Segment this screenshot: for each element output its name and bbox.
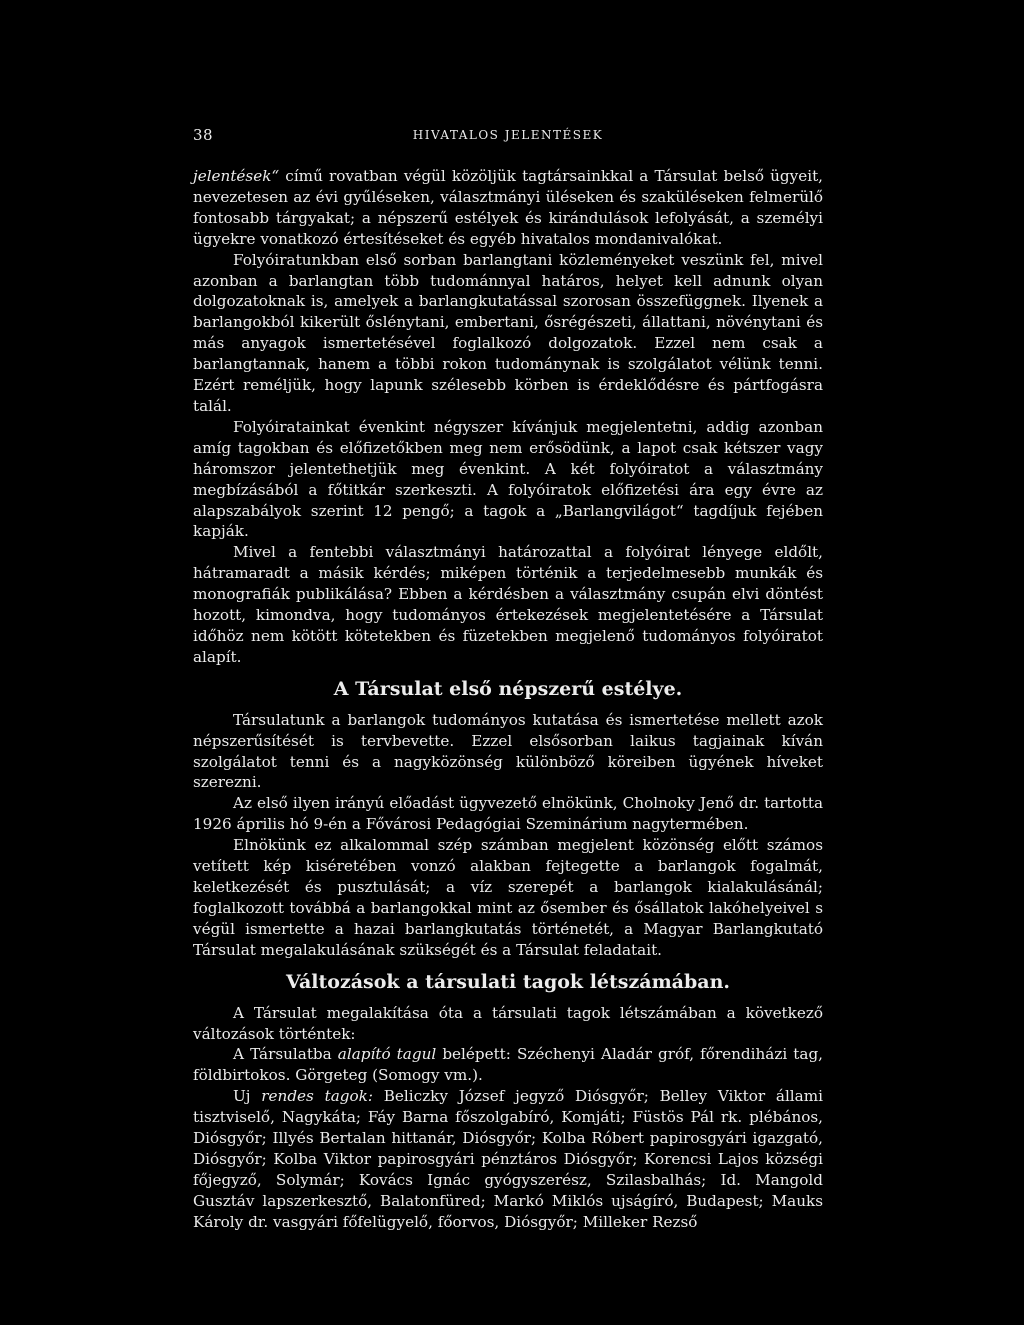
paragraph (193, 1086, 823, 1232)
paragraph: A Társulat megalakítása óta a társulati tagok létszámában a következő változások történtek: (193, 1003, 823, 1043)
italic-text: rendes tagok: (261, 1087, 373, 1106)
paragraph (193, 1044, 823, 1086)
page-number: 38 (193, 126, 214, 144)
body-text (193, 166, 823, 1233)
paragraph: Folyóiratainkat évenkint négyszer kívánjuk megjelentetni, addig azonban amíg tagokban és előfizetőkben meg nem erősödünk, a lapot csak kétszer vagy háromszor jelentethetjük meg évenkint. A két folyóiratot a választmány megbízásából a főtitkár szerkeszti. A folyóiratok előfizetési ára egy évre az alapszabályok szerint 12 pengő; a tagok a „Barlangvilágot“ tagdíjuk fejében kapják. (193, 417, 823, 541)
paragraph: Folyóiratunkban első sorban barlangtani közleményeket veszünk fel, mivel azonban a barlangtan több tudománnyal határos, helyet kell adnunk olyan dolgozatoknak is, amelyek a barlangkutatással szorosan összefüggnek. Ilyenek a barlangokból kikerült őslénytani, embertani, ősrégészeti, állattani, növénytani és más anyagok ismertetésével foglalkozó dolgozatok. Ezzel nem csak a barlangtannak, hanem a többi rokon tudománynak is szolgálatot vélünk tenni. Ezért reméljük, hogy lapunk szélesebb körben is érdeklődésre és pártfogásra talál. (193, 250, 823, 415)
paragraph: Elnökünk ez alkalommal szép számban megjelent közönség előtt számos vetített kép kiséretében vonzó alakban fejtegette a barlangok fogalmát, keletkezését és pusztulását; a víz szerepét a barlangok kialakulásánál; foglalkozott továbbá a barlangokkal mint az ősember és ősállatok lakóhelyeivel s végül ismertette a hazai barlangkutatás történetét, a Magyar Barlangkutató Társulat megalakulásának szükségét és a Társulat feladatait. (193, 836, 823, 959)
paragraph (193, 166, 823, 250)
italic-text: alapító tagul (337, 1045, 437, 1064)
running-title: HIVATALOS JELENTÉSEK (412, 128, 604, 142)
section-heading-valtozasok: Változások a társulati tagok létszámában. (285, 970, 731, 993)
paragraph-text: Uj (233, 1087, 262, 1106)
paragraph-text: című rovatban végül közöljük tagtársainkkal a Társulat belső ügyeit, nevezetesen az évi gyűléseken, választmányi üléseken és szaküléseken felmerülő fontosabb tárgyakat; a népszerű estélyek és kirándulások lefolyását, a személyi ügyekre vonatkozó értesítéseket és egyéb hivatalos mondanivalókat. (193, 167, 823, 248)
section-heading-estely: A Társulat első népszerű estélye. (333, 677, 683, 700)
running-header (193, 126, 823, 148)
paragraph-text: A Társulatba (233, 1045, 338, 1064)
italic-text: jelentések“ (193, 167, 280, 185)
paragraph: Mivel a fentebbi választmányi határozattal a folyóirat lényege eldőlt, hátramaradt a másik kérdés; miképen történik a terjedelmesebb munkák és monografiák publikálása? Ebben a kérdésben a választmány csupán elvi döntést hozott, kimondva, hogy tudományos értekezések megjelentetésére a Társulat időhöz nem kötött kötetekben és füzetekben megjelenő tudományos folyóiratot alapít. (193, 543, 823, 666)
paragraph-text: belépett: Széchenyi Aladár gróf, főrendiházi tag, földbirtokos. Görgeteg (Somogy vm.). (193, 1045, 824, 1085)
paragraph: Az első ilyen irányú előadást ügyvezető elnökünk, Cholnoky Jenő dr. tartotta 1926 április hó 9-én a Fővárosi Pedagógiai Szeminárium nagytermében. (193, 794, 823, 834)
paragraph: Társulatunk a barlangok tudományos kutatása és ismertetése mellett azok népszerűsítését is tervbevette. Ezzel elsősorban laikus tagjainak kíván szolgálatot tenni és a nagyközönség különböző köreiben ügyének híveket szerezni. (193, 710, 823, 792)
paragraph-text: Beliczky József jegyző Diósgyőr; Belley Viktor állami tisztviselő, Nagykáta; Fáy Barna főszolgabíró, Komjáti; Füstös Pál rk. plébános, Diósgyőr; Illyés Bertalan hittanár, Diósgyőr; Kolba Róbert papirosgyári igazgató, Diósgyőr; Kolba Viktor papirosgyári pénztáros Diósgyőr; Korencsi Lajos községi főjegyző, Solymár; Kovács Ignác gyógyszerész, Szilasbalhás; Id. Mangold Gusztáv lapszerkesztő, Balatonfüred; Markó Miklós ujságíró, Budapest; Mauks Károly dr. vasgyári főfelügyelő, főorvos, Diósgyőr; Milleker Rezső (193, 1087, 823, 1231)
